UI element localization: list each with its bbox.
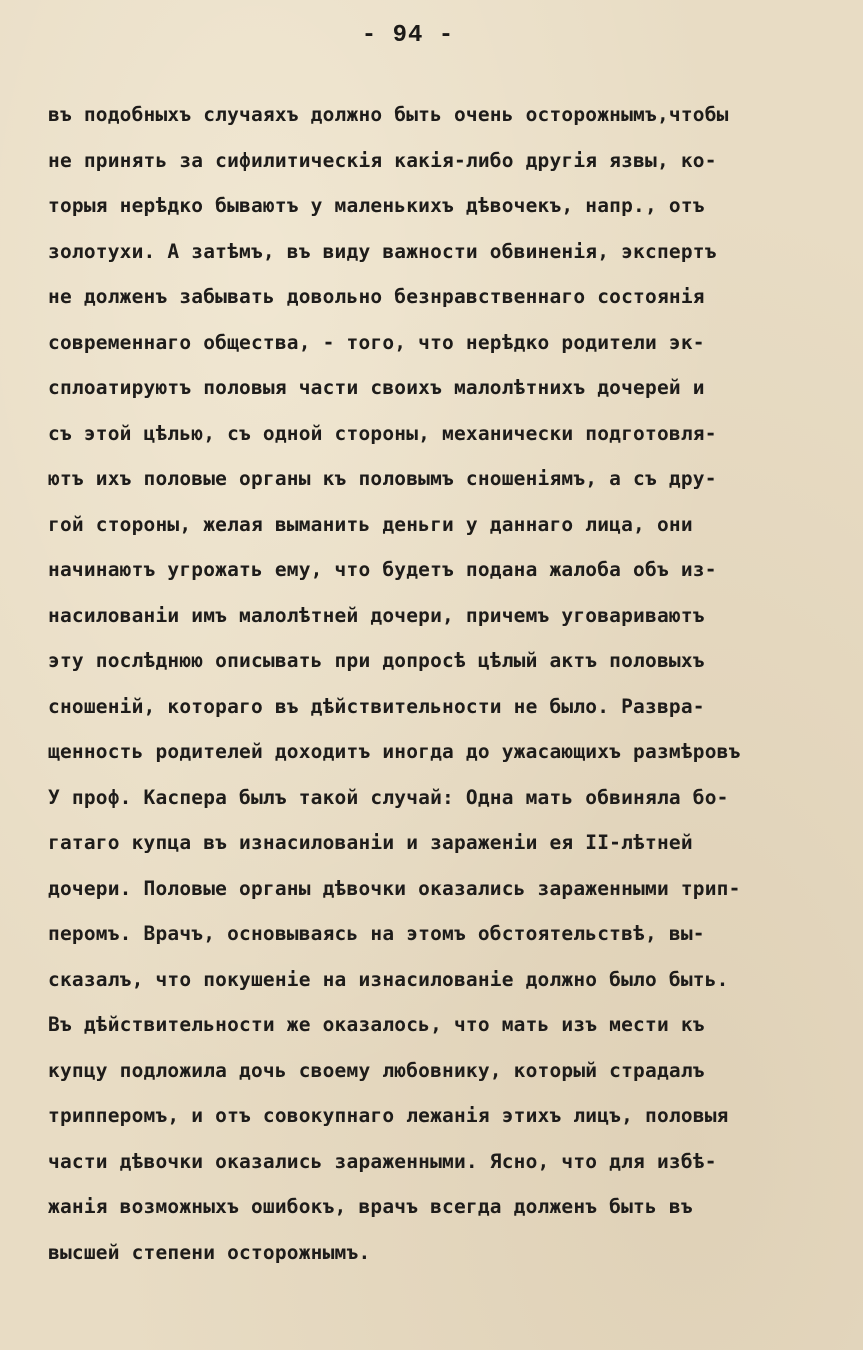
body-text — [48, 92, 848, 1275]
text-line: Въ дѣйствительности же оказалось, что мать изъ мести къ — [48, 1013, 705, 1036]
text-line: жанія возможныхъ ошибокъ, врачъ всегда долженъ быть въ — [48, 1195, 693, 1218]
text-line: сношеній, котораго въ дѣйствительности не было. Развра- — [48, 694, 705, 718]
text-line: высшей степени осторожнымъ. — [48, 1240, 371, 1264]
text-line: въ подобныхъ случаяхъ должно быть очень осторожнымъ,чтобы — [48, 103, 729, 126]
text-line: гой стороны, желая выманить деньги у даннаго лица, они — [48, 512, 693, 536]
text-line: сказалъ, что покушеніе на изнасилованіе должно было быть. — [48, 967, 729, 991]
text-line: У проф. Каспера былъ такой случай: Одна мать обвиняла бо- — [48, 785, 729, 809]
text-line: части дѣвочки оказались зараженными. Ясно, что для избѣ- — [48, 1149, 717, 1173]
text-line: торыя нерѣдко бываютъ у маленькихъ дѣвочекъ, напр., отъ — [48, 194, 705, 217]
text-line: начинаютъ угрожать ему, что будетъ подана жалоба объ из- — [48, 558, 717, 581]
text-line: гатаго купца въ изнасилованіи и зараженіи ея II-лѣтней — [48, 831, 693, 854]
text-line: дочери. Половые органы дѣвочки оказались зараженными трип- — [48, 876, 741, 900]
page-number: - 94 - — [361, 22, 455, 49]
text-line: эту послѣднюю описывать при допросѣ цѣлый актъ половыхъ — [48, 649, 705, 672]
text-line: съ этой цѣлью, съ одной стороны, механически подготовля- — [48, 421, 717, 445]
text-line: насилованіи имъ малолѣтней дочери, причемъ уговариваютъ — [48, 603, 705, 627]
text-line: щенность родителей доходитъ иногда до ужасающихъ размѣровъ — [48, 740, 741, 763]
text-line: трипперомъ, и отъ совокупнаго лежанія этихъ лицъ, половыя — [48, 1104, 729, 1127]
text-line: не принять за сифилитическія какія-либо другія язвы, ко- — [48, 148, 717, 172]
text-line: перомъ. Врачъ, основываясь на этомъ обстоятельствѣ, вы- — [48, 922, 705, 945]
text-line: ютъ ихъ половые органы къ половымъ сношеніямъ, а съ дру- — [48, 467, 717, 490]
text-line: не долженъ забывать довольно безнравственнаго состоянія — [48, 285, 705, 308]
text-line: купцу подложила дочь своему любовнику, который страдалъ — [48, 1058, 705, 1082]
text-line: золотухи. А затѣмъ, въ виду важности обвиненія, экспертъ — [48, 239, 717, 263]
text-line: современнаго общества, - того, что нерѣдко родители эк- — [48, 330, 705, 354]
text-line: сплоатируютъ половыя части своихъ малолѣтнихъ дочерей и — [48, 376, 705, 399]
